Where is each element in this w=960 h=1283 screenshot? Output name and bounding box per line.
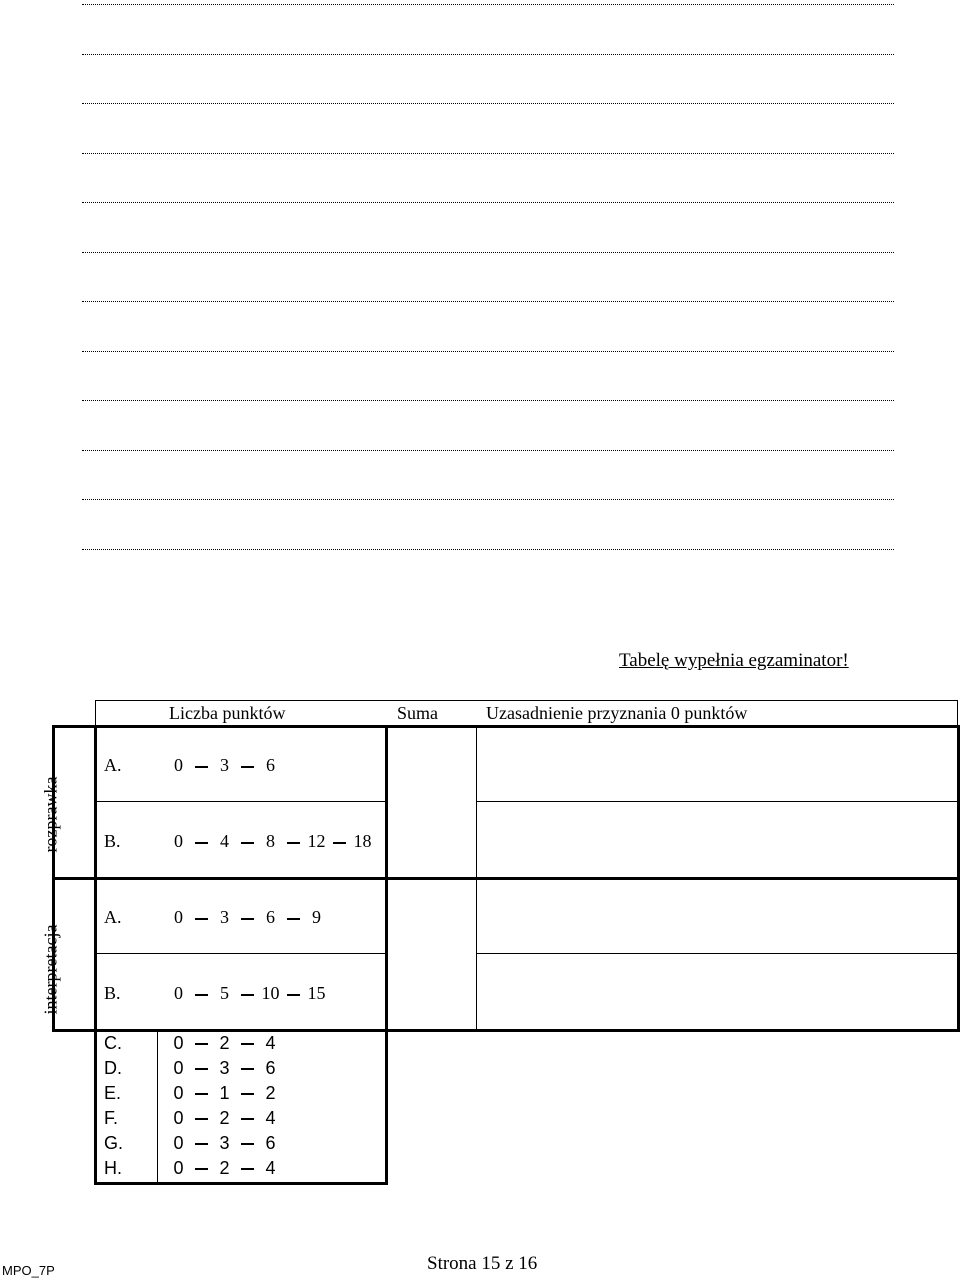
row-letter: D. [104,1058,122,1078]
answer-line[interactable] [82,499,894,500]
page-number: Strona 15 z 16 [427,1253,538,1274]
score-value: 0 [173,1033,184,1053]
scale-dash [241,918,254,920]
score-value: 3 [219,1058,230,1078]
score-value: 9 [312,907,321,927]
score-value: 0 [173,1058,184,1078]
score-scale [169,1058,280,1079]
scale-dash [241,1068,254,1070]
score-value: 2 [219,1108,230,1128]
answer-line[interactable] [82,301,894,302]
answer-line[interactable] [82,351,894,352]
row-letter: B. [104,831,121,851]
score-value: 4 [265,1033,276,1053]
score-value: 12 [307,831,326,851]
scale-dash [195,1143,208,1145]
score-value: 6 [265,1133,276,1153]
row-letter: F. [104,1108,119,1128]
score-value: 0 [173,1158,184,1178]
document-code: MPO_7P [2,1263,55,1278]
score-value: 0 [174,983,183,1003]
scale-dash [195,918,208,920]
answer-line[interactable] [82,252,894,253]
row-letter: H. [104,1158,122,1178]
row-letter: G. [104,1133,124,1153]
scale-dash [241,1168,254,1170]
score-value: 6 [266,755,275,775]
score-value: 4 [265,1158,276,1178]
scale-dash [241,994,254,996]
score-value: 5 [220,983,229,1003]
answer-line[interactable] [82,4,894,5]
score-value: 2 [219,1158,230,1178]
scale-dash [195,1043,208,1045]
score-value: 18 [353,831,372,851]
answer-line[interactable] [82,153,894,154]
score-value: 0 [173,1083,184,1103]
row-letter: A. [104,755,122,775]
examiner-note: Tabelę wypełnia egzaminator! [619,650,849,671]
scale-dash [241,766,254,768]
scale-dash [287,994,300,996]
answer-line[interactable] [82,202,894,203]
score-scale [169,831,372,852]
group-label-interpretacja: interpretacja [40,924,61,1015]
group-label-rozprawka: rozprawka [40,776,61,853]
score-value: 0 [173,1133,184,1153]
score-scale [169,907,326,928]
scale-dash [241,1143,254,1145]
score-scale [169,1083,280,1104]
scale-dash [195,842,208,844]
header-sum: Suma [397,703,439,723]
row-letter: B. [104,983,121,1003]
score-value: 3 [219,1133,230,1153]
score-scale [169,755,280,776]
scale-dash [195,1118,208,1120]
scale-dash [195,766,208,768]
answer-line[interactable] [82,450,894,451]
score-value: 15 [307,983,326,1003]
score-scale [169,1108,280,1129]
answer-line[interactable] [82,103,894,104]
score-value: 3 [220,755,229,775]
score-value: 6 [266,907,275,927]
score-value: 0 [174,907,183,927]
scale-dash [241,1093,254,1095]
answer-line[interactable] [82,400,894,401]
scale-dash [195,1068,208,1070]
scale-dash [195,1168,208,1170]
scale-dash [195,1093,208,1095]
answer-line[interactable] [82,549,894,550]
scale-dash [241,1118,254,1120]
row-letter: A. [104,907,122,927]
row-letter: E. [104,1083,122,1103]
score-value: 3 [220,907,229,927]
answer-line[interactable] [82,54,894,55]
score-value: 10 [261,983,280,1003]
score-value: 2 [265,1083,276,1103]
header-points: Liczba punktów [169,703,286,723]
score-value: 8 [266,831,275,851]
score-scale [169,1033,280,1054]
scale-dash [287,842,300,844]
score-scale [169,983,326,1004]
score-value: 0 [174,831,183,851]
score-value: 4 [265,1108,276,1128]
scale-dash [241,842,254,844]
score-value: 2 [219,1033,230,1053]
header-justification: Uzasadnienie przyznania 0 punktów [486,703,748,723]
row-letter: C. [104,1033,122,1053]
scale-dash [241,1043,254,1045]
scale-dash [195,994,208,996]
score-scale [169,1133,280,1154]
score-value: 1 [219,1083,230,1103]
score-value: 6 [265,1058,276,1078]
score-scale [169,1158,280,1179]
scale-dash [333,842,346,844]
score-value: 4 [220,831,229,851]
scale-dash [287,918,300,920]
score-value: 0 [174,755,183,775]
score-value: 0 [173,1108,184,1128]
